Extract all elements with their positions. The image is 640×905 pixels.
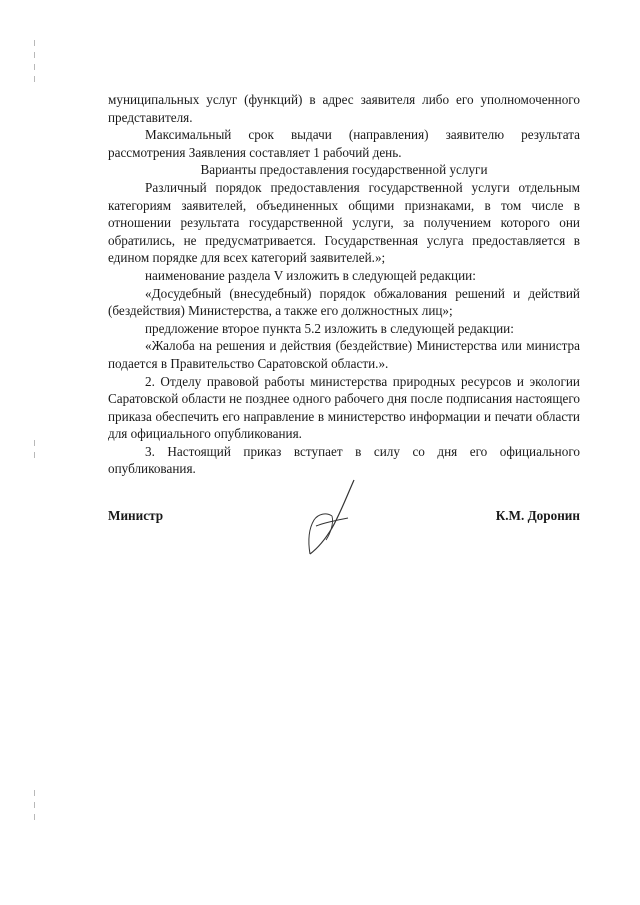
document-body — [108, 91, 580, 478]
paragraph-3: Различный порядок предоставления государственной услуги отдельным категориям заявителей, объединенных общими признаками, в том числе в отношении результата государственной услуги, за получением которого они обратились, не предусматривается. Государственная услуга предоставляется в едином порядке для всех категорий заявителей.»; — [108, 179, 580, 266]
handwritten-signature — [296, 476, 366, 556]
paragraph-8: 2. Отделу правовой работы министерства природных ресурсов и экологии Саратовской области не позднее одного рабочего дня после подписания настоящего приказа обеспечить его направление в министерство информации и печати области для официального опубликования. — [108, 373, 580, 442]
binding-marks — [34, 30, 36, 890]
section-heading: Варианты предоставления государственной услуги — [200, 162, 488, 178]
paragraph-9: 3. Настоящий приказ вступает в силу со дня его официального опубликования. — [108, 443, 580, 477]
paragraph-6: предложение второе пункта 5.2 изложить в следующей редакции: — [145, 320, 514, 336]
signer-name: К.М. Доронин — [495, 508, 580, 523]
paragraph-1: муниципальных услуг (функций) в адрес заявителя либо его уполномоченного представителя. — [108, 92, 580, 125]
paragraph-4: наименование раздела V изложить в следующей редакции: — [145, 267, 476, 283]
paragraph-2: Максимальный срок выдачи (направления) заявителю результата рассмотрения Заявления составляет 1 рабочий день. — [108, 127, 580, 160]
signer-title: Министр — [108, 508, 164, 523]
paragraph-7: «Жалоба на решения и действия (бездействие) Министерства или министра подается в Правительство Саратовской области.». — [108, 338, 580, 371]
paragraph-5: «Досудебный (внесудебный) порядок обжалования решений и действий (бездействия) Министерства, а также его должностных лиц»; — [108, 285, 580, 319]
